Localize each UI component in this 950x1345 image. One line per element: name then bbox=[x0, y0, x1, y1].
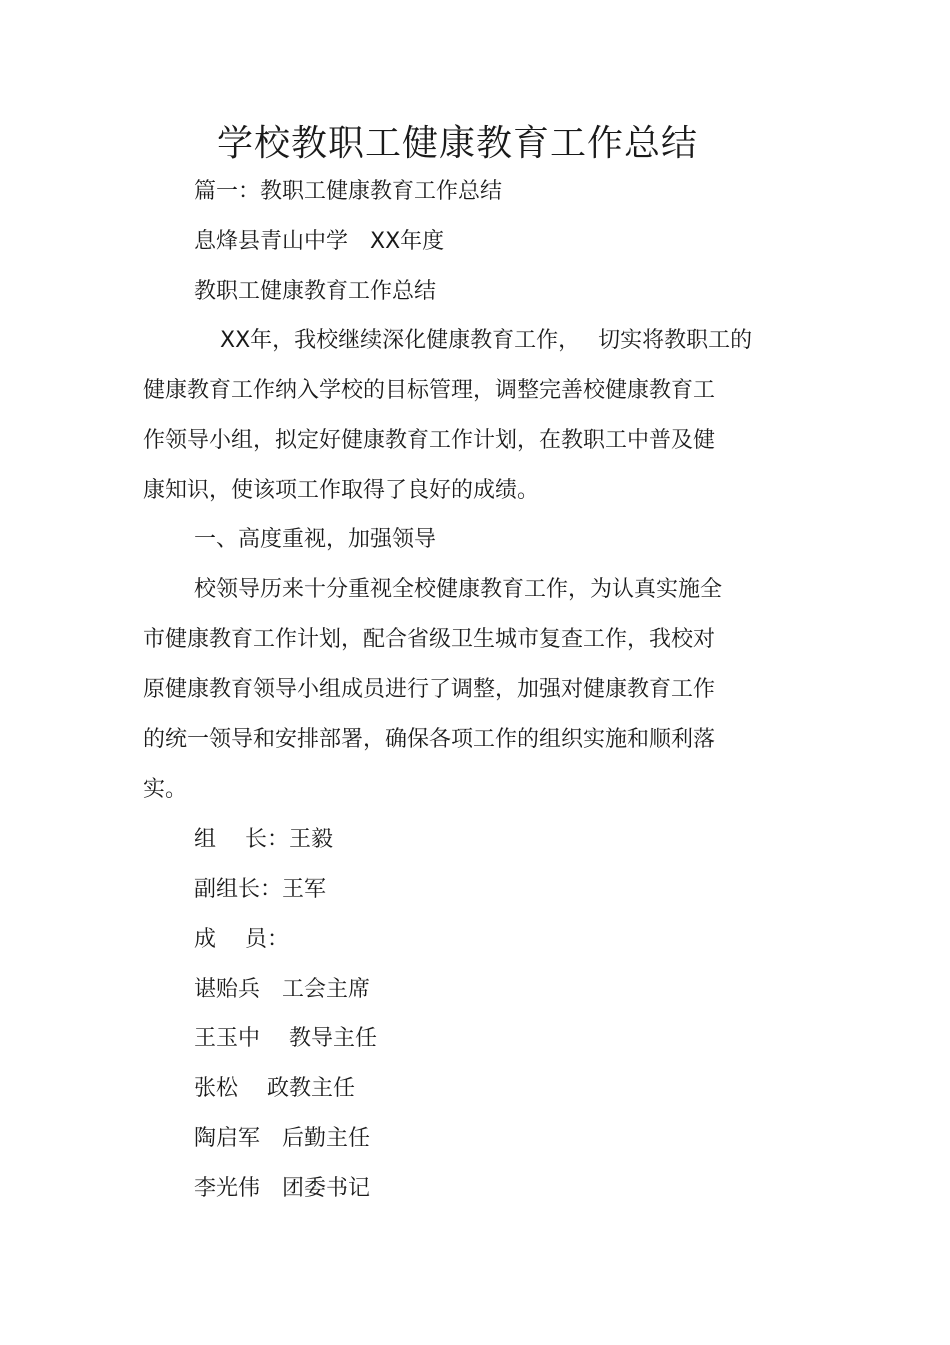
member-item: 谌贻兵 工会主席 bbox=[194, 977, 371, 1002]
section-line-3: 原健康教育领导小组成员进行了调整，加强对健康教育工作 bbox=[143, 677, 716, 702]
intro-line-1: XX年，我校继续深化健康教育工作， 切实将教职工的 bbox=[220, 328, 753, 353]
member-item: 王玉中 教导主任 bbox=[194, 1026, 377, 1051]
member-item: 张松 政教主任 bbox=[194, 1076, 355, 1101]
section-line-4: 的统一领导和安排部署，确保各项工作的组织实施和顺利落 bbox=[143, 727, 716, 752]
section-line-2: 市健康教育工作计划，配合省级卫生城市复查工作，我校对 bbox=[143, 627, 716, 652]
member-item: 李光伟 团委书记 bbox=[194, 1176, 371, 1201]
summary-heading: 教职工健康教育工作总结 bbox=[194, 279, 437, 304]
section-line-5: 实。 bbox=[143, 777, 188, 802]
member-leader: 组 长：王毅 bbox=[194, 827, 333, 852]
document-title: 学校教职工健康教育工作总结 bbox=[216, 123, 698, 164]
member-deputy: 副组长：王军 bbox=[194, 877, 327, 902]
intro-line-4: 康知识，使该项工作取得了良好的成绩。 bbox=[143, 478, 540, 503]
member-item: 陶启军 后勤主任 bbox=[194, 1126, 371, 1151]
school-year-line: 息烽县青山中学 XX年度 bbox=[194, 229, 445, 254]
member-label: 成 员： bbox=[194, 927, 289, 952]
intro-line-2: 健康教育工作纳入学校的目标管理，调整完善校健康教育工 bbox=[143, 378, 716, 403]
section-line-1: 校领导历来十分重视全校健康教育工作，为认真实施全 bbox=[194, 577, 723, 602]
intro-line-3: 作领导小组，拟定好健康教育工作计划，在教职工中普及健 bbox=[143, 428, 716, 453]
document-subtitle: 篇一：教职工健康教育工作总结 bbox=[194, 179, 503, 204]
section-heading: 一、高度重视，加强领导 bbox=[194, 527, 437, 552]
